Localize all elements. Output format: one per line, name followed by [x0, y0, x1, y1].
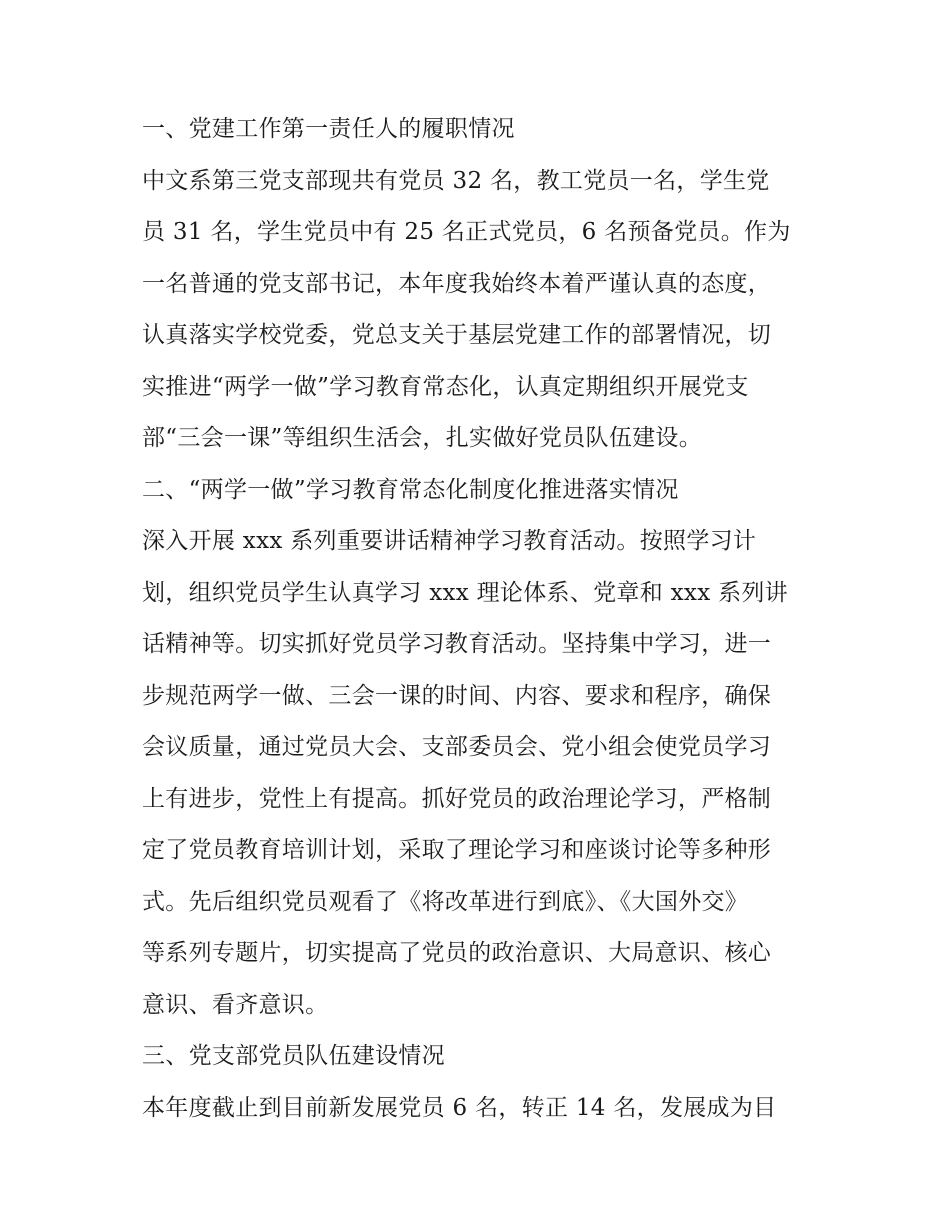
- paragraph-line: 会议质量，通过党员大会、支部委员会、党小组会使党员学习: [142, 734, 772, 760]
- paragraph-line: 一名普通的党支部书记，本年度我始终本着严谨认真的态度，: [142, 270, 772, 297]
- paragraph-line: 本年度截止到目前新发展党员 6 名，转正 14 名，发展成为目: [142, 1094, 777, 1121]
- paragraph-line: 部“三会一课”等组织生活会，扎实做好党员队伍建设。: [142, 425, 703, 451]
- paragraph-line: 步规范两学一做、三会一课的时间、内容、要求和程序，确保: [142, 682, 772, 709]
- section-heading-3: 三、党支部党员队伍建设情况: [142, 1043, 445, 1069]
- paragraph-line: 上有进步，党性上有提高。抓好党员的政治理论学习，严格制: [142, 785, 772, 812]
- paragraph-line: 等系列专题片，切实提高了党员的政治意识、大局意识、核心: [142, 940, 772, 966]
- paragraph-line: 员 31 名，学生党员中有 25 名正式党员，6 名预备党员。作为: [142, 219, 791, 245]
- paragraph-line: 意识、看齐意识。: [142, 991, 329, 1018]
- paragraph-line: 实推进“两学一做”学习教育常态化，认真定期组织开展党支: [142, 373, 749, 400]
- section-heading-2: 二、“两学一做”学习教育常态化制度化推进落实情况: [142, 476, 679, 503]
- document-body: [142, 104, 822, 1134]
- paragraph-line: 深入开展 xxx 系列重要讲话精神学习教育活动。按照学习计: [142, 528, 757, 554]
- paragraph-line: 划，组织党员学生认真学习 xxx 理论体系、党章和 xxx 系列讲: [142, 579, 788, 606]
- paragraph-line: 话精神等。切实抓好党员学习教育活动。坚持集中学习，进一: [142, 631, 772, 657]
- paragraph-line: 认真落实学校党委，党总支关于基层党建工作的部署情况，切: [142, 322, 772, 348]
- section-heading-1: 一、党建工作第一责任人的履职情况: [142, 116, 515, 142]
- paragraph-line: 定了党员教育培训计划，采取了理论学习和座谈讨论等多种形: [142, 837, 772, 863]
- paragraph-line: 式。先后组织党员观看了《将改革进行到底》、《大国外交》: [142, 888, 749, 915]
- paragraph-line: 中文系第三党支部现共有党员 32 名，教工党员一名，学生党: [142, 167, 770, 194]
